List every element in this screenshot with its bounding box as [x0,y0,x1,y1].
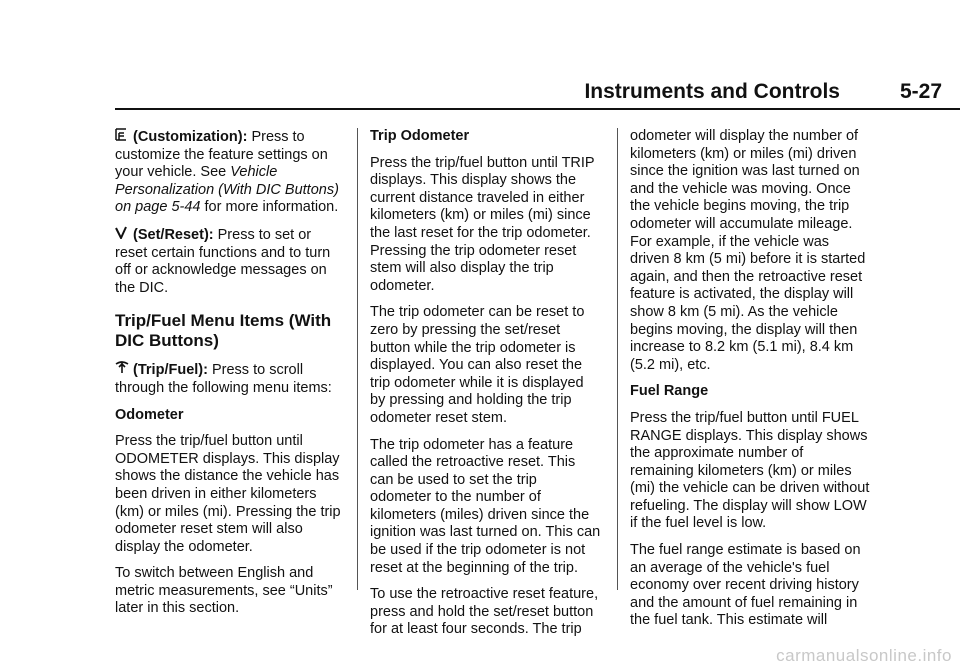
odometer-title: Odometer [115,406,184,423]
column-2 [370,128,602,648]
odometer-paragraph: Press the trip/fuel button until ODOMETER displays. This display shows the distance the vehicle has been driven in either kilometers (km) or miles (mi). Pressing the trip odometer reset stem will also display the odometer. [115,433,341,555]
setreset-text: Press to set or reset certain functions and to turn off or acknowledge messages on the DIC. [115,226,331,296]
column-3 [630,128,870,639]
setreset-term: (Set/Reset): [133,226,214,243]
retroactive-use-paragraph: To use the retroactive reset feature, press and hold the set/reset button for at least four seconds. The trip [370,586,599,638]
page-header [0,0,960,110]
setreset-paragraph [115,226,347,297]
fuel-range-paragraph: Press the trip/fuel button until FUEL RANGE displays. This display shows the approximate number of remaining kilometers (km) or miles (mi) the vehicle can be driven without refueling. The display will show LOW if the fuel level is low. [630,409,870,532]
column-divider [357,128,358,590]
customization-text: Press to customize the feature settings on your vehicle. See [115,129,328,181]
section-title: Instruments and Controls [584,80,840,103]
customization-icon [115,128,129,147]
customization-term: (Customization): [133,129,248,145]
trip-reset-paragraph: The trip odometer can be reset to zero by pressing the set/reset button while the trip odometer is displayed. You can also reset the trip odometer while it is displayed by pressing and holding the trip odometer reset stem. [370,304,585,426]
checkmark-icon [115,226,129,245]
customization-paragraph [115,128,347,217]
retroactive-continued-paragraph: odometer will display the number of kilometers (km) or miles (mi) driven since the ignition was last turned on and the vehicle was moving. Once the vehicle begins moving, the trip odometer will accumulate mileage. For example, if the vehicle was driven 8 km (5 mi) before it is started again, and then the retroactive reset feature is activated, the display will show 8 km (5 mi). As the vehicle begins moving, the display will then increase to 8.2 km (5.1 mi), 8.4 km (5.2 mi), etc. [630,128,866,373]
trip-fuel-icon [115,361,129,380]
column-1 [115,128,347,627]
trip-odometer-title: Trip Odometer [370,128,470,144]
trip-odometer-paragraph: Press the trip/fuel button until TRIP displays. This display shows the current distance traveled in either kilometers (km) or miles (mi) since the last reset for the trip odometer. Pressing the trip odometer reset stem will also display the trip odometer. [370,154,595,294]
fuel-estimate-paragraph: The fuel range estimate is based on an average of the vehicle's fuel economy over recent driving history and the amount of fuel remaining in the fuel tank. This estimate will [630,542,861,629]
section-heading: Trip/Fuel Menu Items (With DIC Buttons) [115,311,332,351]
tripfuel-term: (Trip/Fuel): [133,362,208,379]
retroactive-paragraph: The trip odometer has a feature called the retroactive reset. This can be used to set the trip odometer to the number of kilometers (miles) driven since the ignition was last turned on. This can be used if the trip odometer is not reset at the beginning of the trip. [370,436,601,576]
page-number: 5-27 [899,80,942,103]
customization-link[interactable]: Vehicle Personalization (With DIC Buttons) on page 5-44 [115,164,339,216]
watermark: carmanualsonline.info [776,646,952,665]
units-paragraph: To switch between English and metric measurements, see “Units” later in this section. [115,565,333,617]
tripfuel-paragraph [115,361,347,397]
fuel-range-title: Fuel Range [630,383,709,400]
header-rule [115,108,960,110]
tripfuel-text: Press to scroll through the following menu items: [115,362,332,396]
customization-text-end: for more information. [200,199,339,216]
column-divider [617,128,618,590]
